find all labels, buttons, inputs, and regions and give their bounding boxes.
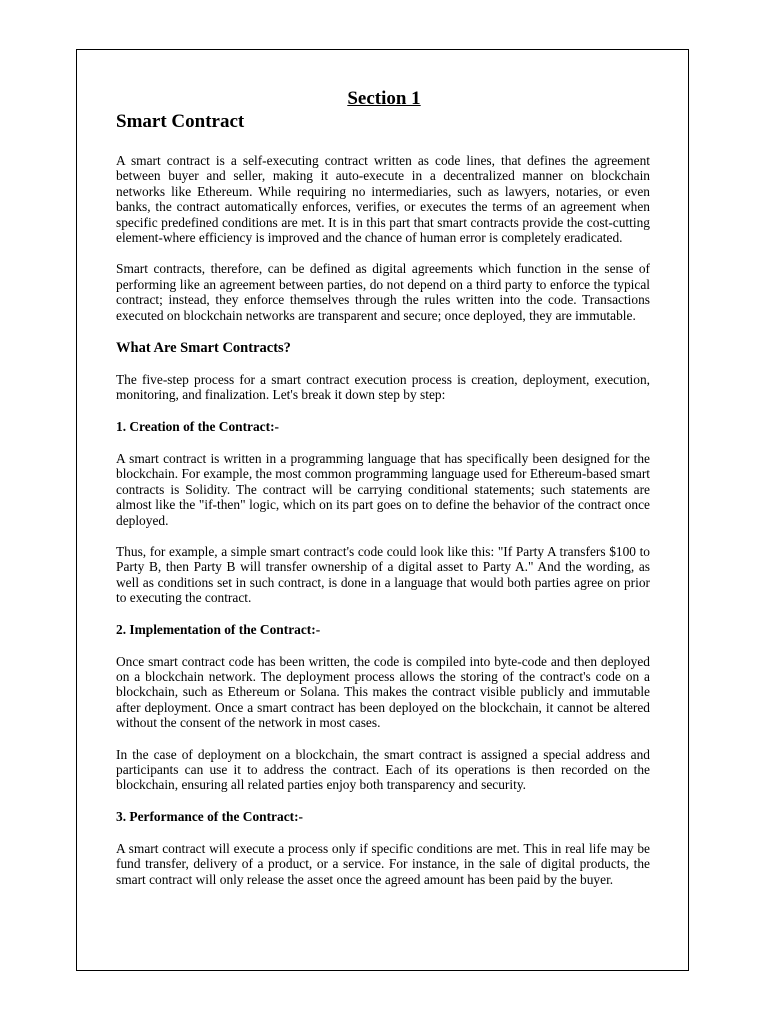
- paragraph: A smart contract will execute a process only if specific conditions are met. This in real life may be fund transfer, delivery of a product, or a service. For instance, in the sale of digital products, the smart contract will only release the asset once the agreed amount has been paid by the buyer.: [116, 840, 650, 887]
- step-heading: 3. Performance of the Contract:-: [116, 808, 304, 824]
- intro-paragraph: The five-step process for a smart contract execution process is creation, deployment, execution, monitoring, and finalization. Let's break it down step by step:: [116, 372, 650, 403]
- paragraph: Once smart contract code has been written, the code is compiled into byte-code and then deployed on a blockchain network. The deployment process allows the storing of the contract's code on a blockchain, such as Ethereum or Solana. This makes the contract visible publicly and immutable after deployment. Once a smart contract has been deployed on the blockchain, it cannot be altered without the consent of the network in most cases.: [116, 653, 650, 731]
- paragraph: A smart contract is a self-executing contract written as code lines, that defines the agreement between buyer and seller, making it auto-execute in a decentralized manner on blockchain networks like Ethereum. While requiring no intermediaries, such as lawyers, notaries, or even banks, the contract automatically enforces, verifies, or executes the terms of an agreement when specific predefined conditions are met. It is in this part that smart contracts provide the cost-cutting element-where efficiency is improved and the chance of human error is completely eradicated.: [116, 153, 650, 246]
- section-label: Section 1: [347, 88, 421, 109]
- paragraph: A smart contract is written in a programming language that has specifically been designed for the blockchain. For example, the most common programming language used for Ethereum-based smart contracts is Solidity. The contract will be carrying conditional statements; such statements are almost like the "if-then" logic, which on its part goes on to define the behavior of the contract once deployed.: [116, 450, 650, 528]
- paragraph: Thus, for example, a simple smart contract's code could look like this: "If Party A transfers $100 to Party B, then Party B will transfer ownership of a digital asset to Party A." And the wording, as well as conditions set in such contract, is done in a language that would both parties agree on prior to executing the contract.: [116, 543, 650, 606]
- step-heading: 1. Creation of the Contract:-: [116, 418, 280, 434]
- document-body: [116, 88, 650, 887]
- step-heading: 2. Implementation of the Contract:-: [116, 621, 321, 637]
- document-title: Smart Contract: [116, 111, 245, 132]
- paragraph: Smart contracts, therefore, can be defined as digital agreements which function in the sense of performing like an agreement between parties, do not depend on a third party to enforce the typical contract; instead, they enforce themselves through the rules written into the code. Transactions executed on blockchain networks are transparent and secure; once deployed, they are immutable.: [116, 261, 650, 323]
- subheading: What Are Smart Contracts?: [116, 340, 291, 357]
- paragraph: In the case of deployment on a blockchain, the smart contract is assigned a special address and participants can use it to address the contract. Each of its operations is then recorded on the blockchain, ensuring all related parties enjoy both transparency and security.: [116, 746, 650, 793]
